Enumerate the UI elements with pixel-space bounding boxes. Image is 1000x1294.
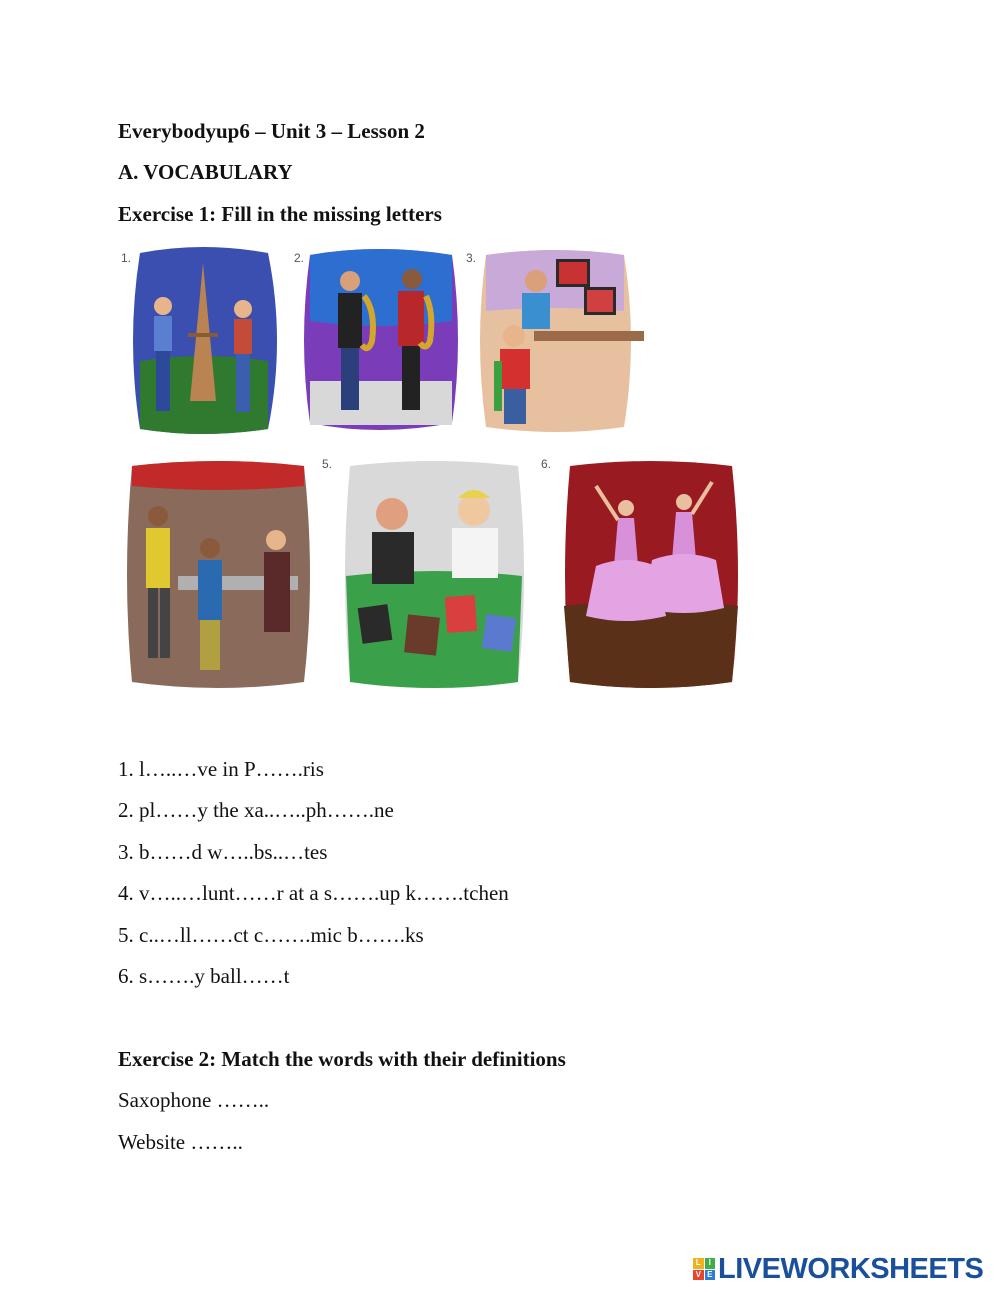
fill-item-1: 1. l…..…ve in P…….ris — [118, 757, 324, 781]
saxophone-illustration — [292, 241, 464, 439]
picture-number: 2. — [294, 251, 305, 265]
computer-illustration — [464, 241, 646, 439]
section-heading: A. VOCABULARY — [118, 160, 293, 184]
picture-eiffel-tower — [118, 241, 288, 439]
page-title: Everybodyup6 – Unit 3 – Lesson 2 — [118, 119, 425, 143]
picture-soup-kitchen — [118, 456, 318, 694]
soup-kitchen-illustration — [118, 456, 318, 694]
fill-item-4: 4. v…..…lunt……r at a s…….up k…….tchen — [118, 881, 509, 905]
picture-number: 6. — [541, 457, 552, 471]
fill-item-3: 3. b……d w…..bs..…tes — [118, 840, 328, 864]
picture-number: 3. — [466, 251, 477, 265]
picture-number: 1. — [121, 251, 132, 265]
match-item-2: Website …….. — [118, 1130, 243, 1154]
logo-mark-icon: L I V E — [693, 1258, 715, 1280]
picture-saxophone — [292, 241, 464, 439]
picture-ballet — [556, 456, 746, 694]
fill-item-6: 6. s…….y ball……t — [118, 964, 290, 988]
eiffel-tower-illustration — [118, 241, 288, 439]
picture-number: 5. — [322, 457, 333, 471]
picture-websites — [464, 241, 646, 439]
comic-books-illustration — [336, 456, 532, 694]
fill-item-2: 2. pl……y the xa..…..ph…….ne — [118, 798, 394, 822]
match-item-1: Saxophone …….. — [118, 1088, 270, 1112]
exercise1-heading: Exercise 1: Fill in the missing letters — [118, 202, 442, 226]
liveworksheets-logo — [693, 1254, 983, 1284]
fill-item-5: 5. c..…ll……ct c…….mic b…….ks — [118, 923, 424, 947]
exercise2-heading: Exercise 2: Match the words with their definitions — [118, 1047, 566, 1071]
picture-comic-books — [336, 456, 532, 694]
ballet-illustration — [556, 456, 746, 694]
logo-text: LIVEWORKSHEETS — [718, 1252, 984, 1285]
